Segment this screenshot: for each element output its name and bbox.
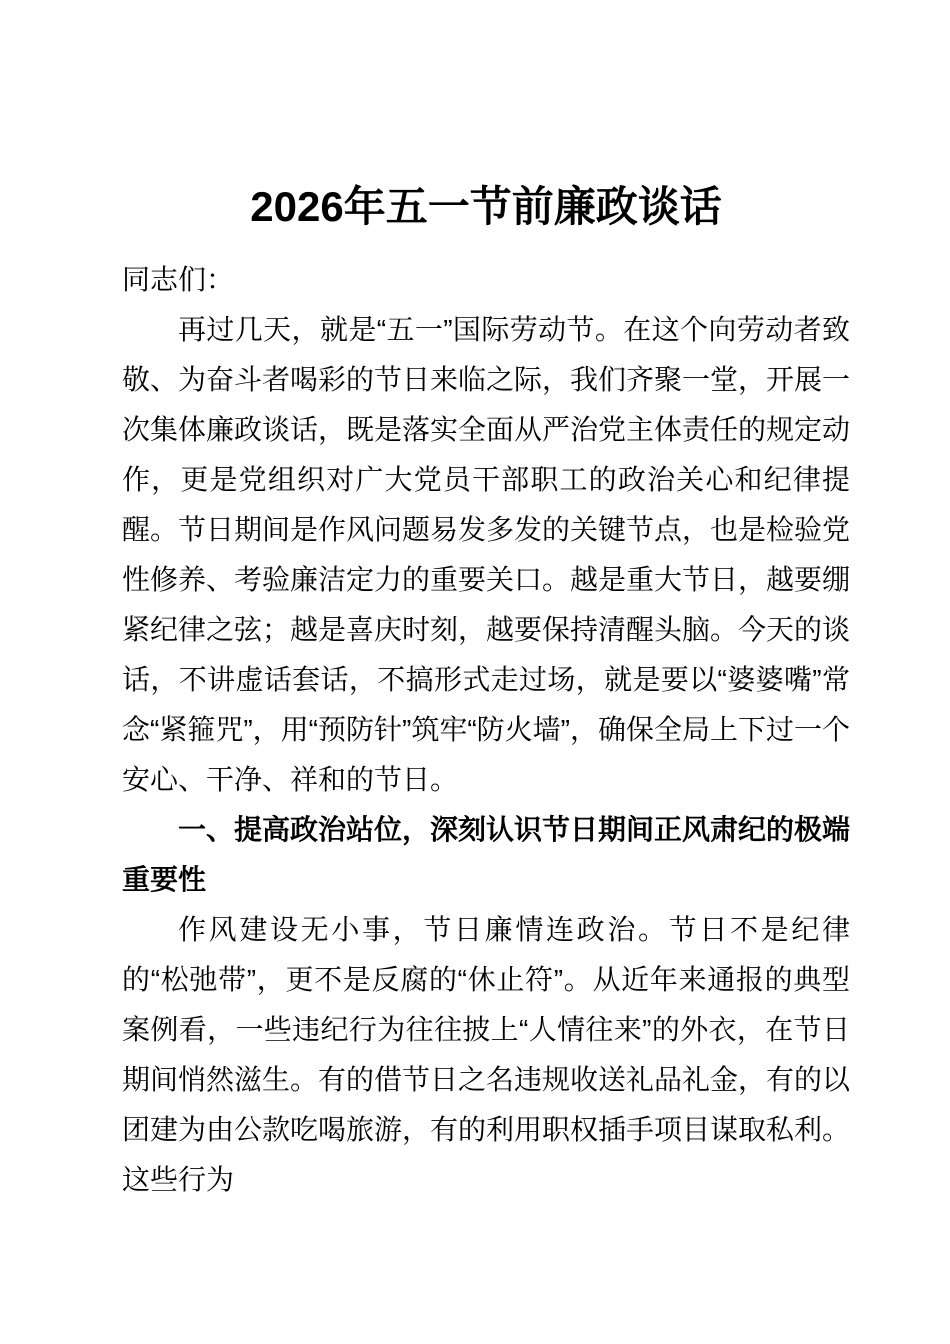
salutation-line: 同志们： (122, 264, 235, 295)
paragraph-intro: 再过几天，就是“五一”国际劳动节。在这个向劳动者致敬、为奋斗者喝彩的节日来临之际，我们齐聚一堂，开展一次集体廉政谈话，既是落实全面从严治党主体责任的规定动作，更是党组织对广大党员干部职工的政治关心和纪律提醒。节日期间是作风问题易发多发的关键节点，也是检验党性修养、考验廉洁定力的重要关口。越是重大节日，越要绷紧纪律之弦；越是喜庆时刻，越要保持清醒头脑。今天的谈话，不讲虚话套话，不搞形式走过场，就是要以“婆婆嘴”常念“紧箍咒”，用“预防针”筑牢“防火墙”，确保全局上下过一个安心、干净、祥和的节日。 (122, 314, 851, 795)
paragraph-section-1-body: 作风建设无小事，节日廉情连政治。节日不是纪律的“松弛带”，更不是反腐的“休止符”。从近年来通报的典型案例看，一些违纪行为往往披上“人情往来”的外衣，在节日期间悄然滋生。有的借节日之名违规收送礼品礼金，有的以团建为由公款吃喝旅游，有的利用职权插手项目谋取私利。这些行为 (122, 914, 851, 1195)
section-heading-1: 一、提高政治站位，深刻认识节日期间正风肃纪的极端重要性 (122, 814, 851, 895)
document-title: 2026年五一节前廉政谈话 (250, 183, 722, 230)
